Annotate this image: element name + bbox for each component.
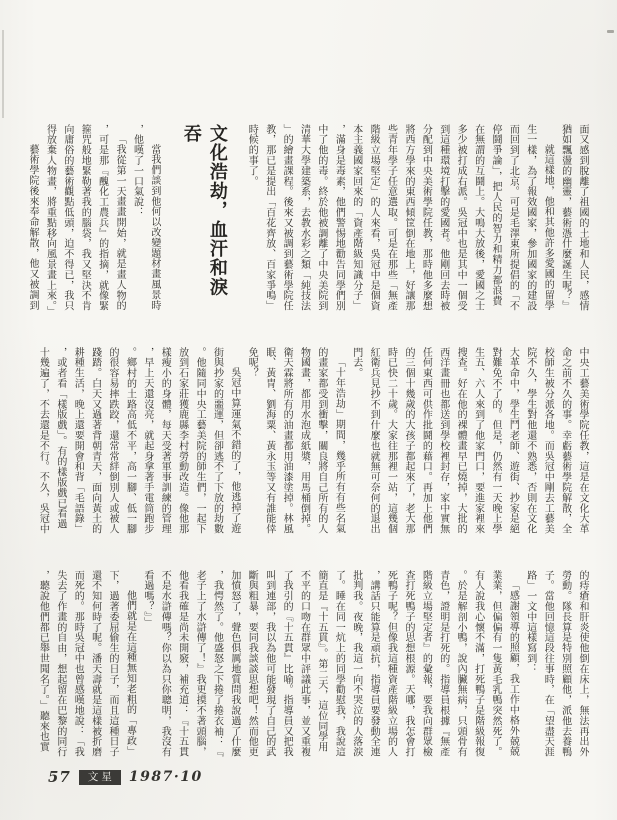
paragraph: 藝術學院後來奉命解散，他又被調到 xyxy=(27,144,39,311)
paragraph: 「感謝領導的照顧，我工作中格外兢兢業業，但偏偏有一隻黃毛乳鴨突然死了。有人說我心懷不滿，打死鴨子是階級報復。於是解剖小鴨，說內臟無病，只頭骨有青色，證明是打死的。指導員根據『無產階級立場堅定者』的彙報，要我向群眾檢查打死鴨子的思想根源。天哪，我怎會打死鴨子呢？但像我這種資產階級立場的人，講話只能算是頑抗，指導員要發動全連批判我。夜晚，我這一向不哭泣的人落淚了。睡在同一炕上的同學勸慰我，我說這簡直是『十五貫』。第二天，這位同學用不平的口吻在群眾中評議此事，並又重複了我引的『十五貫』比喻。指導員又把我叫到連部，我以為他可能發現了自己的武斷與粗暴，要同我談談思想吧！然而他更加憤怒了，聲色俱厲地質問我說過了什麼，我愕然了。他盛怒之下捲了捲衣袖：『老子上了水滸傳了！』我更摸不著頭腦，他看我確是尚未開竅，補充道：『十五貫不是水滸傳嗎？你以為只你聰明，我沒有看過嗎？』」 xyxy=(141,570,519,758)
text-band-top xyxy=(27,124,591,317)
paragraph: 他們就是在這種無知老粗的「專政」下，過著委屈偷生的日子，而且這種日子還不知何時了呢。潘天壽就是這樣被折磨而死的。那時吳冠中也曾感嘆地說：「我失去了作畫的自由，想起留在巴黎的同行，聽說他們都已舉世聞名了。」聽來也實 xyxy=(37,570,136,758)
scan-speck xyxy=(607,30,614,33)
paragraph: 的痔瘡和肝炎使他倒在床上，無法再出外勞動。隊長算是特別照顧他，派他去養鴨子。當他回憶這段往事時，在「望盡天涯路」一文中這樣寫到： xyxy=(524,570,588,758)
gutter-calligraphy-fragment xyxy=(0,488,15,728)
paragraph: 就這樣地，他和其他許多愛國的留學生一樣，為了報效國家，參加國家的建設而回到了北京。可是毛澤東所提倡的「不停鬪爭論」，把人民的智力和精力都浪費在無謂的互鬪上。大鳴大放後，愛國之士多少被打成右派。吳冠中也是其中一個受到這種環境打擊的愛國者。他剛回去時被分配到中央美術學院任教，那時他多麼想將西方學來的東西傾筐倒在地上，好讓那些青年學子任意選取。可是在那些「無產階級立場堅定」的人來看，吳冠中是個資本主義國家回來的「資產階級知識分子」，滿身是毒素，他們警惕地勸告同學們別中了他的毒。終於他被調離了中央美院到清華大學建築系，去教水彩之類「純技法」的繪畫課程。後來又被調到藝術學院任教，那已是提出「百花齊放、百家爭鳴」時候的事了。 xyxy=(246,124,554,312)
text-band-middle xyxy=(29,347,591,537)
page-footer xyxy=(48,768,203,786)
paragraph: 「我從第一天畫畫開始，就是畫人物的，可是那『醜化工農兵』的指摘，就像緊箍咒般地緊勒著我的腦袋，我又堅決不肯向庸俗的藝術觀點低頭，迫不得已，我只得放棄人物畫，將重點移向風景畫上來。」 xyxy=(44,124,126,317)
magazine-name-badge: 文星 xyxy=(79,770,121,785)
scan-edge-line xyxy=(2,30,4,118)
page-number: 57 xyxy=(48,768,71,786)
paragraph: 當我們談到他何以改變題材畫風景時，他嘆了一口氣說： xyxy=(131,124,160,311)
issue-date: 1987·10 xyxy=(128,769,203,785)
text-band-bottom xyxy=(29,570,591,760)
paragraph: 「十年浩劫」期間，幾乎所有有些名氣的畫家都受到衝擊，關良將自己所有的人物國畫，都用水泡成紙漿，用馬桶倒掉。衛天霖將所有的油畫都用油漆塗掉。林風眠、黃冑、劉海粟、黃永玉等又有誰能倖免呢？ xyxy=(246,347,345,535)
section-heading: 文化浩劫，血汗和淚吞 xyxy=(180,124,228,297)
paragraph: 面又感到脫離了祖國的土地和人民，感情猶如飄盪的幽靈，藝術憑什麼誕生呢？』 xyxy=(559,124,588,312)
paragraph: 吳冠中算運氣不錯的了，他逃掉了遊街與抄家的噩運，但卻逃不了下放的劫數。他隨同中央工藝美院的師生們，一起下放到石家莊獲鹿縣李村勞動改造。像他那樣瘦小的身體，每天受著軍事訓練的管理，早上天還沒亮，就起身拿著手電筒跑步。鄉村的土路高低不平，高一腳、低一腳的很容易摔跌跤，還常常絆倒別人或被人踐踏。白天又過著背朝青天，面向黃土的耕種生活，晚上還要開會和背「毛語錄」，或者看「樣版戲」。有的樣版戲已看過十幾遍了，不去還是不行。不久，吳冠中 xyxy=(37,347,240,535)
paragraph: 中央工藝美術學院任教，這是在文化大革命之前不久的事。幸虧藝術學院解散，全校師生被分派各地。而吳冠中剛去工藝美院不久，學生對他還不熟悉，否則在文化大革命中，學生鬥老師、遊街、抄家是絕對難免不了的。但是，仍然有一天晚上學生五、六人來到了他家門口，要進家裡來搜查。好在他的裸體畫早已燒掉，大批的西洋畫冊也都送到學校裡封存，家中實無任何東西可供作批鬪的藉口。再加上他們的三個十幾歲的大孩子都起來了，老大那時已快二十歲。大家往那裡一站，這幾個紅衛兵見抄不到什麼也就無可奈何的退出門去。 xyxy=(350,347,588,535)
